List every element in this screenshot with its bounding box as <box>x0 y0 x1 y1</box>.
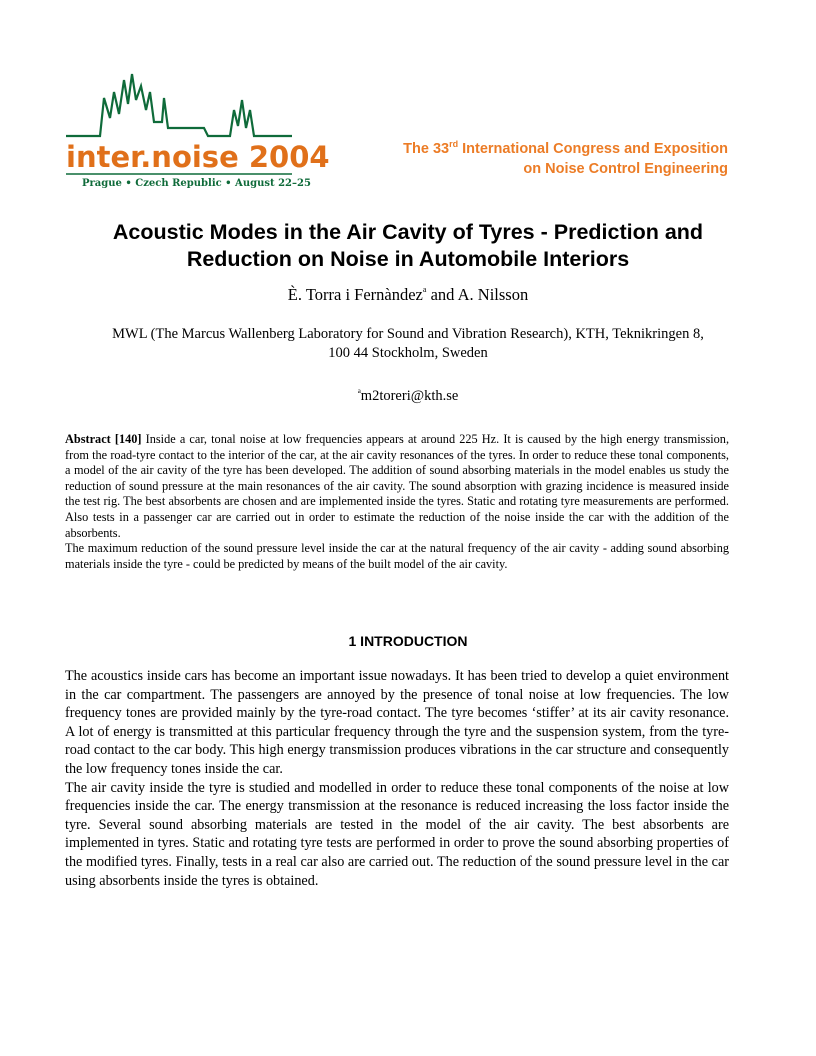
abstract <box>65 432 729 572</box>
congress-line-1: The 33rd International Congress and Exposition <box>403 139 728 157</box>
internoise-2004-logo <box>64 70 330 192</box>
intro-paragraph-1: The acoustics inside cars has become an important issue nowadays. It has been tried to develop a quiet environment in the car compartment. The passengers are annoyed by the presence of tonal noise at low frequencies. The low frequency tones are provided mainly by the tyre-road contact. The tyre becomes ‘stiffer’ at its air cavity resonance. A lot of energy is transmitted at this particular frequency through the tyre and the suspension system, from the tyre-road contact to the car body. This high energy transmission produces vibrations in the car structure and consequently the low frequency tones inside the car. <box>65 668 729 777</box>
congress-heading <box>403 139 728 179</box>
logo-wordmark: inter.noise 2004 <box>66 140 330 174</box>
abstract-paragraph-1: Abstract [140] Inside a car, tonal noise at low frequencies appears at around 225 Hz. It is caused by the high energy transmission, from the road-tyre contact to the interior of the car, at the air cavity resonances of the tyres. In order to reduce these tonal components, a model of the air cavity of the tyre has been developed. The addition of sound absorbing materials in the model enables us study the reduction of sound pressure at the main resonances of the air cavity. The sound absorption with grazing incidence is measured inside the test rig. The best absorbents are chosen and are implemented inside the tyres. Static and rotating tyre measurements are performed. Also tests in a passenger car are carried out in order to estimate the reduction of the noise inside the car with the addition of the absorbents. <box>65 432 730 540</box>
section-heading-introduction: 1 INTRODUCTION <box>348 633 468 649</box>
congress-line-2: on Noise Control Engineering <box>523 161 728 177</box>
introduction-body <box>65 667 729 890</box>
author-list: È. Torra i Fernàndez$^a$ and A. Nilsson <box>287 285 529 304</box>
email-address: m2toreri@kth.se <box>360 388 459 404</box>
author-1: È. Torra i Fernàndez <box>287 285 423 304</box>
abstract-paragraph-2: The maximum reduction of the sound pressure level inside the car at the natural frequency of the air cavity - adding sound absorbing materials inside the tyre - could be predicted by means of the built model of the air cavity. <box>65 541 729 571</box>
abstract-label: Abstract [140] <box>65 432 142 446</box>
affiliation: MWL (The Marcus Wallenberg Laboratory for Sound and Vibration Research), KTH, Teknikringen 8, 100 44 Stockholm, Sweden <box>112 326 704 361</box>
paper-title: Acoustic Modes in the Air Cavity of Tyres - Prediction and Reduction on Noise in Automobile Interiors <box>112 220 704 271</box>
intro-paragraph-2: The air cavity inside the tyre is studied and modelled in order to reduce these tonal components of the noise at low frequencies inside the car. The energy transmission at the resonance is reduced increasing the loss factor inside the tyre. Several sound absorbing materials are tested in the model of the air cavity. The best absorbents are implemented in tyres. Static and rotating tyre tests are performed in order to prove the sound absorbing properties of the modified tyres. Finally, tests in a real car also are carried out. The reduction of the sound pressure level in the car using absorbents inside the tyres is obtained. <box>65 779 729 889</box>
author-2: A. Nilsson <box>457 285 529 304</box>
author-email: $^a$m2toreri@kth.se <box>357 387 459 404</box>
logo-subtitle: Prague • Czech Republic • August 22–25 <box>82 178 311 189</box>
